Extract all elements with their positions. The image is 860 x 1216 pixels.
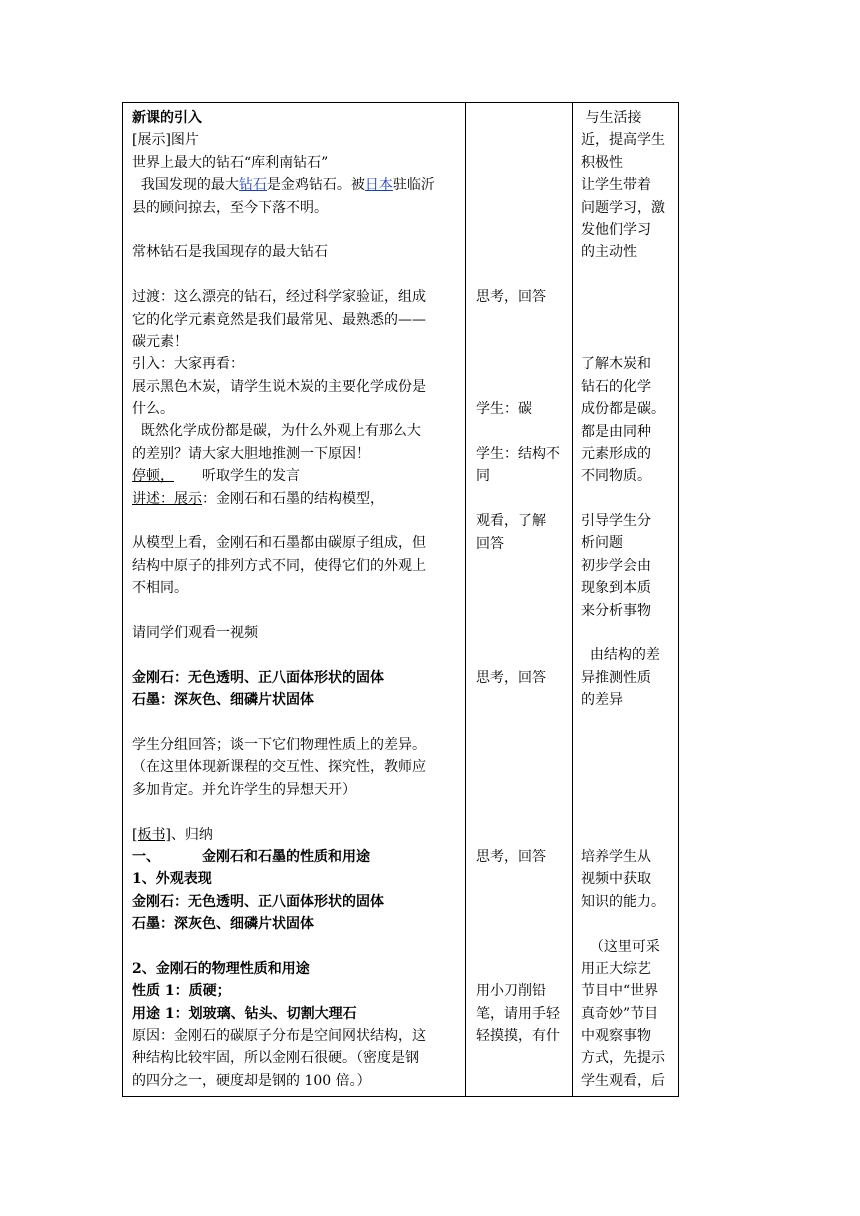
text-line: 不同物质。 xyxy=(581,468,651,485)
column-divider xyxy=(572,103,573,1096)
text-line: 思考，回答 xyxy=(476,849,546,866)
text-line: 展示黑色木炭，请学生说木炭的主要化学成份是 xyxy=(132,378,426,395)
text-line: 培养学生从 xyxy=(581,848,651,865)
text-line: 引入：大家再看： xyxy=(132,356,244,373)
text-line: 都是由同种 xyxy=(581,423,651,440)
text-line: 问题学习，激 xyxy=(581,199,665,216)
text-line: 金刚石：无色透明、正八面体形状的固体 xyxy=(132,893,384,910)
column-divider xyxy=(465,103,466,1096)
text-line: 观看，了解 xyxy=(476,513,546,530)
text-line: 中观察事物 xyxy=(581,1028,651,1045)
text-line: 碳元素！ xyxy=(132,333,188,350)
text-line: 从模型上看，金刚石和石墨都由碳原子组成，但 xyxy=(132,535,426,552)
text-line: 近，提高学生 xyxy=(581,132,665,149)
link-diamond[interactable]: 钻石 xyxy=(238,177,267,194)
text-line: 由结构的差 xyxy=(581,647,660,664)
text-line: 1、外观表现 xyxy=(132,871,212,888)
text-line: 它的化学元素竟然是我们最常见、最熟悉的—— xyxy=(132,311,426,328)
text-line: 回答 xyxy=(476,535,504,552)
text-segment: 是金鸡钻石。被 xyxy=(266,177,365,194)
text-line: 2、金刚石的物理性质和用途 xyxy=(132,960,310,977)
text-line xyxy=(132,846,462,868)
text-line: 方式，先提示 xyxy=(581,1050,665,1067)
text-line: 积极性 xyxy=(581,154,623,171)
text-line: 视频中获取 xyxy=(581,871,651,888)
text-segment: 停顿， xyxy=(132,468,174,485)
lesson-plan-table xyxy=(122,102,679,1097)
text-line xyxy=(132,174,462,196)
text-line: 既然化学成份都是碳，为什么外观上有那么大 xyxy=(132,423,421,440)
text-line: [展示]图片 xyxy=(132,132,199,149)
text-line xyxy=(132,465,462,487)
text-line: 异推测性质 xyxy=(581,669,651,686)
text-segment: [板书] xyxy=(132,826,171,843)
text-segment: ：金刚石和石墨的结构模型， xyxy=(202,490,384,507)
text-line: 思考，回答 xyxy=(476,289,546,306)
text-line: 的四分之一，硬度却是钢的 100 倍。） xyxy=(132,1072,371,1089)
text-line: 石墨：深灰色、细磷片状固体 xyxy=(132,692,314,709)
text-line: 初步学会由 xyxy=(581,557,651,574)
text-line: 同 xyxy=(476,468,490,485)
text-segment: 我国发现的最大 xyxy=(132,177,239,194)
text-line: 过渡：这么漂亮的钻石，经过科学家验证，组成 xyxy=(132,289,426,306)
text-line: 常林钻石是我国现存的最大钻石 xyxy=(132,244,328,261)
text-line: 结构中原子的排列方式不同，使得它们的外观上 xyxy=(132,557,426,574)
text-line: 学生分组回答；谈一下它们物理性质上的差异。 xyxy=(132,736,426,753)
text-line: 钻石的化学 xyxy=(581,378,651,395)
text-segment: 讲述：展示 xyxy=(132,490,202,507)
text-line: 析问题 xyxy=(581,535,623,552)
link-japan[interactable]: 日本 xyxy=(364,177,393,194)
text-line: 与生活接 xyxy=(581,110,642,126)
text-line: 轻摸摸，有什 xyxy=(476,1028,560,1045)
text-line: 思考，回答 xyxy=(476,669,546,686)
text-line: 用小刀削铅 xyxy=(476,983,546,1000)
text-segment: 驻临沂 xyxy=(392,177,435,194)
text-line: 真奇妙”节目 xyxy=(581,1005,659,1022)
text-line xyxy=(132,824,462,846)
text-line: 知识的能力。 xyxy=(581,893,665,910)
text-line: 的差别？请大家大胆地推测一下原因！ xyxy=(132,445,370,462)
text-line: 元素形成的 xyxy=(581,445,651,462)
text-line: 来分析事物 xyxy=(581,602,651,619)
text-line: 现象到本质 xyxy=(581,580,651,597)
text-line: 县的顾问掠去，至今下落不明。 xyxy=(132,199,328,216)
text-line: 成份都是碳。 xyxy=(581,401,665,418)
text-segment: 一、 xyxy=(132,848,160,865)
text-line: 学生观看，后 xyxy=(581,1072,665,1089)
text-line: 学生：结构不 xyxy=(476,445,560,462)
text-line: 的差异 xyxy=(581,692,623,709)
text-line: 笔，请用手轻 xyxy=(476,1005,560,1022)
text-line: 石墨：深灰色、细磷片状固体 xyxy=(132,916,314,933)
text-line: 性质 1：质硬； xyxy=(132,983,231,1000)
text-line: 原因：金刚石的碳原子分布是空间网状结构，这 xyxy=(132,1028,426,1045)
text-segment: 金刚石和石墨的性质和用途 xyxy=(202,848,370,865)
text-line: 请同学们观看一视频 xyxy=(132,624,258,641)
text-line: 用途 1：划玻璃、钻头、切割大理石 xyxy=(132,1005,357,1022)
text-line: 什么。 xyxy=(132,401,174,418)
text-line xyxy=(132,488,462,510)
text-line: 让学生带着 xyxy=(581,177,651,194)
text-line: 种结构比较牢固，所以金刚石很硬。（密度是钢 xyxy=(132,1050,419,1067)
text-line: （在这里体现新课程的交互性、探究性，教师应 xyxy=(132,759,426,776)
text-segment: 、归纳 xyxy=(170,826,213,843)
text-line: 学生：碳 xyxy=(476,401,532,418)
text-line: 的主动性 xyxy=(581,244,637,261)
text-segment: 听取学生的发言 xyxy=(202,468,300,485)
text-line: （这里可采 xyxy=(581,938,660,955)
text-line: 世界上最大的钻石“库利南钻石” xyxy=(132,154,329,171)
text-line: 用正大综艺 xyxy=(581,960,651,977)
design-intent-column xyxy=(581,107,677,1092)
student-activity-column xyxy=(476,107,566,1048)
text-line: 不相同。 xyxy=(132,580,188,597)
teacher-content-column xyxy=(132,107,462,1092)
text-line: 金刚石：无色透明、正八面体形状的固体 xyxy=(132,669,384,686)
text-line: 发他们学习 xyxy=(581,221,651,238)
section-title: 新课的引入 xyxy=(132,110,202,126)
text-line: 节目中“世界 xyxy=(581,983,659,1000)
text-line: 引导学生分 xyxy=(581,513,651,530)
text-line: 多加肯定。并允许学生的异想天开） xyxy=(132,781,356,798)
text-line: 了解木炭和 xyxy=(581,356,651,373)
